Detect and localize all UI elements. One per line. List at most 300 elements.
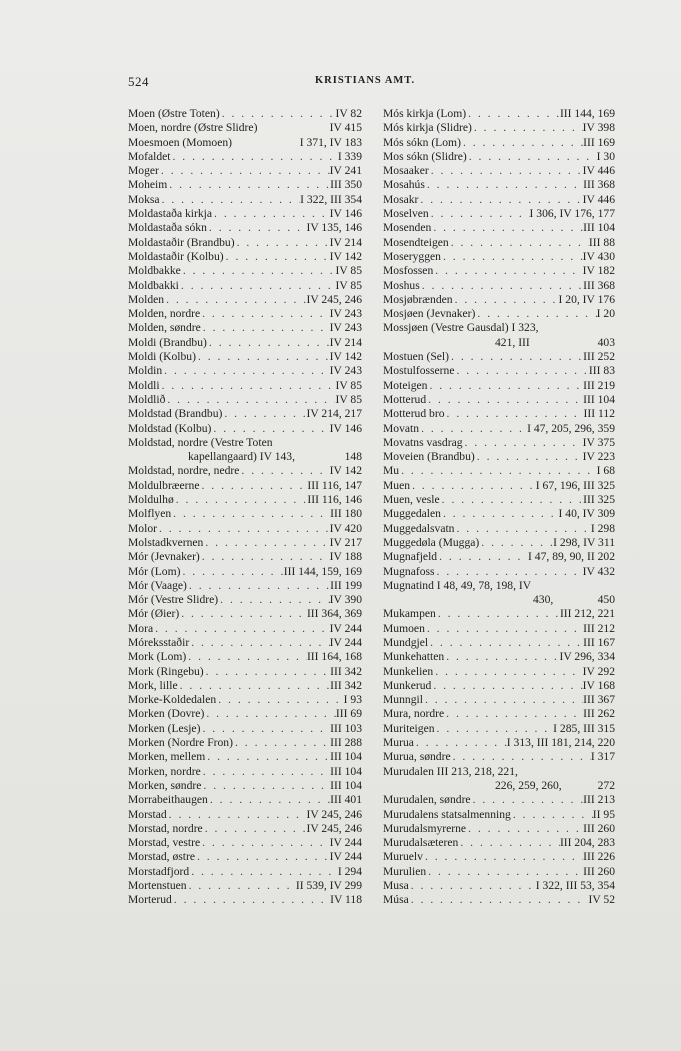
entry-reference: III 104 bbox=[330, 778, 362, 792]
index-entry bbox=[128, 164, 362, 178]
leader-dots bbox=[187, 879, 296, 893]
entry-reference: IV 217 bbox=[329, 535, 362, 549]
entry-reference: III 69 bbox=[335, 707, 362, 721]
leader-dots bbox=[167, 808, 307, 822]
index-entry bbox=[128, 364, 362, 378]
entry-name: Muen bbox=[383, 478, 411, 492]
entry-reference: IV 244 bbox=[329, 635, 362, 649]
entry-name: Moldli bbox=[128, 378, 160, 392]
index-entry bbox=[383, 107, 615, 121]
entry-name: Morken, nordre bbox=[128, 764, 201, 778]
entry-name: Mosenden bbox=[383, 221, 432, 235]
index-entry bbox=[383, 136, 615, 150]
leader-dots bbox=[204, 665, 330, 679]
index-entry bbox=[383, 736, 615, 750]
entry-name: Moen, nordre (Østre Slidre) bbox=[128, 121, 258, 135]
entry-reference: IV 146 bbox=[329, 421, 362, 435]
entry-name: Murudalen, søndre bbox=[383, 793, 471, 807]
entry-name: Moldi (Kolbu) bbox=[128, 350, 196, 364]
entry-reference: III 288 bbox=[330, 736, 362, 750]
entry-reference: IV 182 bbox=[582, 264, 615, 278]
index-entry bbox=[383, 879, 615, 893]
leader-dots bbox=[428, 636, 583, 650]
leader-dots bbox=[153, 622, 330, 636]
entry-reference: IV 142 bbox=[329, 464, 362, 478]
entry-name: 430, bbox=[533, 593, 554, 607]
entry-name: Murulien bbox=[383, 864, 427, 878]
entry-reference: III 401 bbox=[330, 793, 362, 807]
entry-reference: III 262 bbox=[583, 707, 615, 721]
entry-name: Moen (Østre Toten) bbox=[128, 107, 220, 120]
leader-dots bbox=[441, 250, 583, 264]
index-entry bbox=[383, 636, 615, 650]
entry-name: Mór (Øier) bbox=[128, 607, 180, 621]
entry-reference: I 47, 89, 90, II 202 bbox=[528, 550, 615, 564]
leader-dots bbox=[410, 479, 536, 493]
entry-reference: IV 118 bbox=[330, 893, 362, 907]
entry-name: Mura, nordre bbox=[383, 707, 445, 721]
index-entry bbox=[128, 336, 362, 350]
leader-dots bbox=[200, 307, 330, 321]
entry-name: Mossjøen (Vestre Gausdal) I 323, bbox=[383, 321, 539, 335]
entry-reference: I 40, IV 309 bbox=[558, 507, 615, 521]
index-entry bbox=[383, 707, 615, 721]
entry-reference: III 169 bbox=[583, 135, 615, 149]
leader-dots bbox=[427, 379, 583, 393]
index-entry bbox=[128, 750, 362, 764]
index-entry bbox=[383, 436, 615, 450]
entry-reference: II 95 bbox=[592, 807, 615, 821]
index-entry bbox=[128, 479, 362, 493]
index-entry bbox=[383, 364, 615, 378]
entry-reference: IV 52 bbox=[588, 893, 615, 907]
entry-name: Morstadfjord bbox=[128, 864, 190, 878]
entry-reference: III 180 bbox=[330, 507, 362, 521]
index-entry bbox=[128, 779, 362, 793]
leader-dots bbox=[224, 250, 330, 264]
entry-name: Moldi (Brandbu) bbox=[128, 335, 207, 349]
page-header bbox=[128, 74, 616, 92]
leader-dots bbox=[426, 393, 583, 407]
entry-name: Motterud bbox=[383, 392, 427, 406]
leader-dots bbox=[409, 879, 536, 893]
entry-reference: IV 214, 217 bbox=[306, 407, 362, 421]
leader-dots bbox=[212, 207, 330, 221]
entry-name: Moteigen bbox=[383, 378, 428, 392]
index-entry bbox=[128, 650, 362, 664]
entry-name: Mór (Lom) bbox=[128, 564, 181, 578]
entry-reference: IV 244 bbox=[329, 621, 362, 635]
index-entry bbox=[383, 464, 615, 478]
entry-name: Músa bbox=[383, 893, 409, 907]
leader-dots bbox=[201, 765, 330, 779]
entry-reference: IV 168 bbox=[582, 678, 615, 692]
index-entry bbox=[383, 593, 615, 607]
index-entry bbox=[128, 736, 362, 750]
entry-name: Moheim bbox=[128, 178, 168, 192]
entry-reference: IV 214 bbox=[329, 235, 362, 249]
running-title: KRISTIANS AMT. bbox=[315, 75, 416, 86]
entry-reference: IV 243 bbox=[329, 321, 362, 335]
index-entry bbox=[128, 407, 362, 421]
index-entry bbox=[383, 221, 615, 235]
entry-name: Movatn bbox=[383, 421, 420, 435]
entry-name: Mostulfosserne bbox=[383, 364, 455, 378]
index-entry bbox=[128, 593, 362, 607]
leader-dots bbox=[181, 264, 336, 278]
index-entry bbox=[128, 507, 362, 521]
entry-reference: I 47, 205, 296, 359 bbox=[527, 421, 615, 435]
index-entry bbox=[128, 464, 362, 478]
index-entry bbox=[383, 493, 615, 507]
entry-name: Morken, søndre bbox=[128, 778, 202, 792]
entry-reference: III 112 bbox=[583, 407, 615, 421]
index-entry bbox=[383, 336, 615, 350]
index-entry bbox=[128, 236, 362, 250]
entry-reference: IV 146 bbox=[329, 207, 362, 221]
index-entry bbox=[128, 865, 362, 879]
index-entry bbox=[383, 264, 615, 278]
entry-reference: I 317 bbox=[590, 750, 615, 764]
leader-dots bbox=[431, 221, 583, 235]
entry-name: Moldstad (Kolbu) bbox=[128, 421, 212, 435]
index-entry bbox=[128, 307, 362, 321]
entry-name: Mosaaker bbox=[383, 164, 429, 178]
entry-reference: III 104 bbox=[330, 764, 362, 778]
index-entry bbox=[128, 178, 362, 192]
index-entry bbox=[383, 650, 615, 664]
entry-reference: I 298, IV 311 bbox=[553, 535, 615, 549]
index-entry bbox=[383, 793, 615, 807]
entry-reference: III 104 bbox=[583, 392, 615, 406]
leader-dots bbox=[466, 107, 560, 121]
entry-name: Moshus bbox=[383, 278, 420, 292]
entry-reference: III 260 bbox=[583, 864, 615, 878]
entry-reference: III 342 bbox=[330, 678, 362, 692]
entry-reference: III 342 bbox=[330, 664, 362, 678]
entry-reference: III 83 bbox=[588, 364, 615, 378]
leader-dots bbox=[160, 379, 336, 393]
leader-dots bbox=[455, 364, 589, 378]
leader-dots bbox=[220, 107, 336, 121]
leader-dots bbox=[208, 793, 330, 807]
index-entry bbox=[383, 679, 615, 693]
entry-name: Musa bbox=[383, 879, 409, 893]
index-entry bbox=[383, 865, 615, 879]
entry-name: Motterud bro bbox=[383, 407, 445, 421]
leader-dots bbox=[451, 750, 591, 764]
index-entry bbox=[128, 893, 362, 907]
leader-dots bbox=[159, 164, 330, 178]
entry-name: Moesmoen (Momoen) bbox=[128, 135, 233, 149]
leader-dots bbox=[172, 893, 330, 907]
entry-name: kapellangaard) IV 143, bbox=[188, 450, 295, 464]
entry-reference: III 367 bbox=[583, 693, 615, 707]
entry-reference: IV 430 bbox=[582, 249, 615, 263]
index-entry bbox=[383, 207, 615, 221]
entry-reference: IV 241 bbox=[329, 164, 362, 178]
entry-reference: III 104 bbox=[330, 750, 362, 764]
index-entry bbox=[128, 107, 362, 121]
index-entry bbox=[128, 379, 362, 393]
leader-dots bbox=[203, 536, 329, 550]
leader-dots bbox=[218, 593, 330, 607]
leader-dots bbox=[471, 793, 584, 807]
entry-reference: III 103 bbox=[330, 721, 362, 735]
entry-name: Moldastaða kirkja bbox=[128, 207, 213, 221]
entry-reference: IV 85 bbox=[335, 392, 362, 406]
entry-reference: IV 245, 246 bbox=[306, 821, 362, 835]
entry-reference: I 285, III 315 bbox=[553, 721, 615, 735]
entry-reference: I 93 bbox=[343, 693, 362, 707]
leader-dots bbox=[211, 422, 329, 436]
leader-dots bbox=[429, 164, 583, 178]
index-entry bbox=[383, 236, 615, 250]
leader-dots bbox=[189, 865, 338, 879]
entry-name: Murua, søndre bbox=[383, 750, 451, 764]
leader-dots bbox=[472, 121, 583, 135]
index-entry bbox=[128, 879, 362, 893]
leader-dots bbox=[431, 679, 582, 693]
entry-name: Mos sókn (Slidre) bbox=[383, 149, 467, 163]
index-entry bbox=[383, 808, 615, 822]
entry-name: Murua bbox=[383, 736, 414, 750]
index-entry bbox=[128, 765, 362, 779]
leader-dots bbox=[216, 693, 343, 707]
index-entry bbox=[383, 750, 615, 764]
leader-dots bbox=[511, 808, 593, 822]
entry-reference: III 219 bbox=[583, 378, 615, 392]
entry-reference: I 322, III 53, 354 bbox=[535, 879, 615, 893]
entry-name: Moldin bbox=[128, 364, 163, 378]
entry-reference: IV 85 bbox=[335, 378, 362, 392]
entry-name: Morrabeithaugen bbox=[128, 793, 208, 807]
entry-name: Muggedøla (Mugga) bbox=[383, 535, 480, 549]
index-entry bbox=[128, 536, 362, 550]
entry-name: Moldastaða sókn bbox=[128, 221, 207, 235]
index-entry bbox=[128, 250, 362, 264]
leader-dots bbox=[444, 707, 583, 721]
leader-dots bbox=[475, 307, 596, 321]
entry-reference: I 294 bbox=[337, 864, 362, 878]
entry-reference: III 212 bbox=[583, 621, 615, 635]
entry-reference: I 322, III 354 bbox=[300, 192, 362, 206]
entry-name: Molflyen bbox=[128, 507, 172, 521]
page-number: 524 bbox=[128, 74, 149, 89]
entry-name: Moselven bbox=[383, 207, 429, 221]
entry-reference: IV 415 bbox=[329, 121, 362, 135]
entry-name: Murudalsæteren bbox=[383, 836, 459, 850]
leader-dots bbox=[399, 464, 597, 478]
entry-reference: I 20 bbox=[596, 307, 615, 321]
entry-name: Mós sókn (Lom) bbox=[383, 135, 461, 149]
entry-name: Morstad, vestre bbox=[128, 836, 201, 850]
entry-name: Mofaldet bbox=[128, 149, 171, 163]
entry-reference: I 339 bbox=[337, 149, 362, 163]
leader-dots bbox=[445, 407, 584, 421]
entry-name: Mór (Vaage) bbox=[128, 578, 187, 592]
index-entry bbox=[383, 522, 615, 536]
entry-reference: I 298 bbox=[590, 521, 615, 535]
entry-name: Mós kirkja (Slidre) bbox=[383, 121, 472, 135]
index-entry bbox=[128, 822, 362, 836]
entry-name: Morstad, østre bbox=[128, 850, 195, 864]
entry-name: Morken (Dovre) bbox=[128, 707, 205, 721]
entry-reference: III 260 bbox=[583, 821, 615, 835]
leader-dots bbox=[164, 293, 306, 307]
entry-reference: IV 245, 246 bbox=[306, 807, 362, 821]
entry-name: Mosakr bbox=[383, 192, 419, 206]
entry-reference: IV 245, 246 bbox=[306, 292, 362, 306]
index-entry bbox=[128, 193, 362, 207]
entry-name: Molden, nordre bbox=[128, 307, 201, 321]
index-entry bbox=[128, 722, 362, 736]
index-entry bbox=[383, 850, 615, 864]
entry-name: Mu bbox=[383, 464, 400, 478]
index-entry bbox=[128, 793, 362, 807]
entry-name: Moldbakke bbox=[128, 264, 181, 278]
index-entry bbox=[383, 607, 615, 621]
entry-name: Morstad bbox=[128, 807, 167, 821]
entry-reference: IV 432 bbox=[582, 564, 615, 578]
index-entry bbox=[128, 221, 362, 235]
entry-reference: IV 420 bbox=[329, 521, 362, 535]
entry-reference: 272 bbox=[597, 778, 615, 792]
entry-name: Movatns vasdrag bbox=[383, 435, 463, 449]
leader-dots bbox=[180, 565, 283, 579]
entry-name: Moldstad, nordre, nedre bbox=[128, 464, 240, 478]
entry-reference: I 20, IV 176 bbox=[558, 292, 615, 306]
entry-reference: IV 85 bbox=[335, 264, 362, 278]
entry-reference: IV 214 bbox=[329, 335, 362, 349]
index-entry bbox=[128, 264, 362, 278]
leader-dots bbox=[160, 193, 301, 207]
entry-name: Moger bbox=[128, 164, 159, 178]
entry-name: Moldulhø bbox=[128, 493, 174, 507]
index-entry bbox=[383, 422, 615, 436]
entry-name: Mosjøbrænden bbox=[383, 292, 453, 306]
leader-dots bbox=[425, 178, 583, 192]
entry-name: Mosjøen (Jevnaker) bbox=[383, 307, 476, 321]
leader-dots bbox=[441, 507, 559, 521]
index-entry bbox=[383, 150, 615, 164]
index-entry bbox=[383, 307, 615, 321]
leader-dots bbox=[435, 565, 583, 579]
entry-reference: III 368 bbox=[583, 178, 615, 192]
entry-reference: III 116, 146 bbox=[307, 493, 362, 507]
index-entry bbox=[383, 536, 615, 550]
entry-reference: IV 142 bbox=[329, 249, 362, 263]
entry-name: Murudalens statsalmenning bbox=[383, 807, 511, 821]
entry-reference: 403 bbox=[597, 335, 615, 349]
leader-dots bbox=[433, 665, 582, 679]
entry-name: Morken (Nordre Fron) bbox=[128, 736, 233, 750]
leader-dots bbox=[426, 865, 583, 879]
entry-reference: IV 188 bbox=[329, 550, 362, 564]
leader-dots bbox=[186, 650, 307, 664]
entry-reference: IV 82 bbox=[335, 107, 362, 120]
leader-dots bbox=[171, 507, 330, 521]
entry-name: Molstadkvernen bbox=[128, 535, 204, 549]
entry-reference: III 164, 168 bbox=[306, 650, 362, 664]
entry-name: Mosendteigen bbox=[383, 235, 449, 249]
entry-reference: III 199 bbox=[330, 578, 362, 592]
entry-reference: III 368 bbox=[583, 278, 615, 292]
index-entry bbox=[128, 679, 362, 693]
entry-name: Moldastaðir (Kolbu) bbox=[128, 249, 224, 263]
leader-dots bbox=[222, 407, 306, 421]
entry-name: Mortenstuen bbox=[128, 879, 187, 893]
index-entry bbox=[383, 579, 615, 593]
index-entry bbox=[128, 136, 362, 150]
leader-dots bbox=[440, 493, 583, 507]
leader-dots bbox=[479, 536, 553, 550]
entry-name: Moldbakki bbox=[128, 278, 179, 292]
index-entry bbox=[383, 178, 615, 192]
index-entry bbox=[128, 850, 362, 864]
entry-name: Muruelv bbox=[383, 850, 423, 864]
leader-dots bbox=[433, 264, 582, 278]
entry-name: Mós kirkja (Lom) bbox=[383, 107, 467, 120]
index-entry bbox=[128, 493, 362, 507]
entry-name: Mukampen bbox=[383, 607, 436, 621]
leader-dots bbox=[207, 336, 330, 350]
entry-name: Muggedalen bbox=[383, 507, 441, 521]
index-entry bbox=[128, 207, 362, 221]
entry-reference: IV 446 bbox=[582, 192, 615, 206]
index-entry bbox=[383, 393, 615, 407]
index-entry bbox=[128, 450, 362, 464]
entry-name: Moveien (Brandbu) bbox=[383, 450, 475, 464]
entry-name: Mugnafoss bbox=[383, 564, 435, 578]
leader-dots bbox=[204, 707, 336, 721]
leader-dots bbox=[239, 464, 329, 478]
leader-dots bbox=[157, 522, 330, 536]
leader-dots bbox=[461, 136, 583, 150]
entry-name: Morke-Koldedalen bbox=[128, 693, 217, 707]
index-entry bbox=[128, 279, 362, 293]
entry-name: Munkelien bbox=[383, 664, 434, 678]
index-entry bbox=[128, 836, 362, 850]
entry-name: Molor bbox=[128, 521, 157, 535]
entry-reference: IV 243 bbox=[329, 364, 362, 378]
leader-dots bbox=[207, 221, 307, 235]
index-entry bbox=[383, 550, 615, 564]
leader-dots bbox=[475, 450, 583, 464]
entry-name: 421, III bbox=[495, 335, 530, 349]
index-entry bbox=[128, 665, 362, 679]
leader-dots bbox=[418, 193, 582, 207]
entry-name: Mugnafjeld bbox=[383, 550, 438, 564]
entry-name: Muggedalsvatn bbox=[383, 521, 455, 535]
entry-name: Mór (Vestre Slidre) bbox=[128, 593, 219, 607]
leader-dots bbox=[435, 722, 554, 736]
index-entry bbox=[128, 707, 362, 721]
index-entry bbox=[128, 293, 362, 307]
entry-reference: III 204, 283 bbox=[559, 836, 615, 850]
entry-reference: IV 296, 334 bbox=[559, 650, 615, 664]
leader-dots bbox=[425, 622, 583, 636]
entry-name: Muen, vesle bbox=[383, 493, 440, 507]
leader-dots bbox=[419, 422, 527, 436]
leader-dots bbox=[200, 722, 330, 736]
entry-name: Moldlið bbox=[128, 392, 166, 406]
index-entry bbox=[383, 822, 615, 836]
entry-reference: III 252 bbox=[583, 350, 615, 364]
leader-dots bbox=[201, 779, 330, 793]
entry-reference: IV 446 bbox=[582, 164, 615, 178]
leader-dots bbox=[189, 636, 329, 650]
